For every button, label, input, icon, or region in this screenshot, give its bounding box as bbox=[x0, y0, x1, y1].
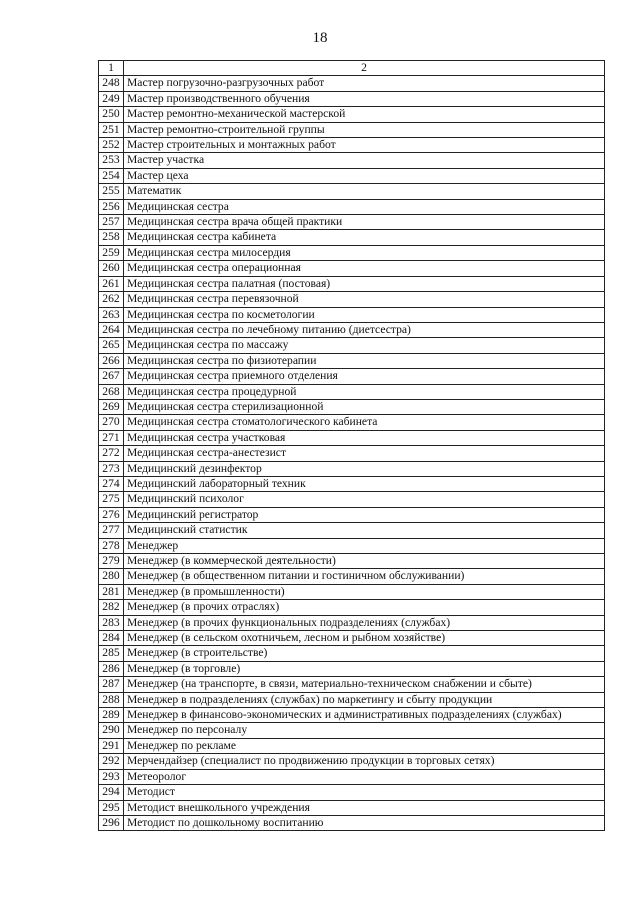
row-title: Медицинская сестра по массажу bbox=[124, 338, 605, 353]
row-title: Медицинская сестра милосердия bbox=[124, 245, 605, 260]
row-number: 261 bbox=[99, 276, 124, 291]
row-title: Математик bbox=[124, 184, 605, 199]
table-row bbox=[99, 168, 605, 183]
table-row bbox=[99, 384, 605, 399]
table-row bbox=[99, 692, 605, 707]
row-number: 296 bbox=[99, 815, 124, 830]
row-number: 278 bbox=[99, 538, 124, 553]
table-header-row bbox=[99, 61, 605, 76]
row-title: Методист внешкольного учреждения bbox=[124, 800, 605, 815]
row-number: 274 bbox=[99, 476, 124, 491]
row-number: 276 bbox=[99, 507, 124, 522]
table-row bbox=[99, 738, 605, 753]
row-title: Мастер цеха bbox=[124, 168, 605, 183]
row-title: Медицинская сестра кабинета bbox=[124, 230, 605, 245]
row-number: 266 bbox=[99, 353, 124, 368]
row-title: Менеджер (в сельском охотничьем, лесном и рыбном хозяйстве) bbox=[124, 631, 605, 646]
row-title: Менеджер (в промышленности) bbox=[124, 584, 605, 599]
row-title: Методист по дошкольному воспитанию bbox=[124, 815, 605, 830]
row-number: 263 bbox=[99, 307, 124, 322]
row-number: 281 bbox=[99, 584, 124, 599]
row-title: Медицинская сестра-анестезист bbox=[124, 446, 605, 461]
row-title: Менеджер (в коммерческой деятельности) bbox=[124, 554, 605, 569]
row-number: 282 bbox=[99, 600, 124, 615]
table-row bbox=[99, 785, 605, 800]
row-title: Медицинский лабораторный техник bbox=[124, 476, 605, 491]
row-number: 279 bbox=[99, 554, 124, 569]
row-title: Мастер погрузочно-разгрузочных работ bbox=[124, 76, 605, 91]
row-title: Мастер строительных и монтажных работ bbox=[124, 138, 605, 153]
table-row bbox=[99, 661, 605, 676]
column-header-title: 2 bbox=[124, 61, 605, 76]
row-title: Медицинский психолог bbox=[124, 492, 605, 507]
table-row bbox=[99, 122, 605, 137]
row-number: 258 bbox=[99, 230, 124, 245]
row-title: Медицинская сестра стоматологического кабинета bbox=[124, 415, 605, 430]
table-body bbox=[99, 61, 605, 831]
row-title: Менеджер (в прочих отраслях) bbox=[124, 600, 605, 615]
row-number: 254 bbox=[99, 168, 124, 183]
column-header-number: 1 bbox=[99, 61, 124, 76]
row-number: 291 bbox=[99, 738, 124, 753]
table-row bbox=[99, 476, 605, 491]
row-number: 268 bbox=[99, 384, 124, 399]
row-title: Менеджер в подразделениях (службах) по маркетингу и сбыту продукции bbox=[124, 692, 605, 707]
table-row bbox=[99, 430, 605, 445]
page-number: 18 bbox=[312, 30, 328, 46]
table-row bbox=[99, 754, 605, 769]
table-row bbox=[99, 815, 605, 830]
row-number: 284 bbox=[99, 631, 124, 646]
row-title: Метеоролог bbox=[124, 769, 605, 784]
row-title: Методист bbox=[124, 785, 605, 800]
table-row bbox=[99, 338, 605, 353]
row-number: 265 bbox=[99, 338, 124, 353]
row-title: Мастер ремонтно-строительной группы bbox=[124, 122, 605, 137]
row-title: Медицинская сестра перевязочной bbox=[124, 292, 605, 307]
row-title: Мерчендайзер (специалист по продвижению продукции в торговых сетях) bbox=[124, 754, 605, 769]
row-number: 252 bbox=[99, 138, 124, 153]
table-row bbox=[99, 91, 605, 106]
row-number: 292 bbox=[99, 754, 124, 769]
row-number: 275 bbox=[99, 492, 124, 507]
row-title: Медицинская сестра по лечебному питанию (диетсестра) bbox=[124, 322, 605, 337]
row-title: Медицинский дезинфектор bbox=[124, 461, 605, 476]
table-row bbox=[99, 507, 605, 522]
row-number: 295 bbox=[99, 800, 124, 815]
row-number: 260 bbox=[99, 261, 124, 276]
table-row bbox=[99, 138, 605, 153]
table-row bbox=[99, 230, 605, 245]
table-row bbox=[99, 245, 605, 260]
row-number: 269 bbox=[99, 399, 124, 414]
table-row bbox=[99, 538, 605, 553]
row-number: 259 bbox=[99, 245, 124, 260]
table-row bbox=[99, 199, 605, 214]
table-row bbox=[99, 107, 605, 122]
row-number: 283 bbox=[99, 615, 124, 630]
row-title: Менеджер по рекламе bbox=[124, 738, 605, 753]
table-row bbox=[99, 415, 605, 430]
table-row bbox=[99, 800, 605, 815]
table-row bbox=[99, 523, 605, 538]
row-number: 250 bbox=[99, 107, 124, 122]
row-number: 280 bbox=[99, 569, 124, 584]
row-number: 262 bbox=[99, 292, 124, 307]
row-title: Медицинская сестра приемного отделения bbox=[124, 369, 605, 384]
row-title: Менеджер bbox=[124, 538, 605, 553]
row-title: Медицинская сестра участковая bbox=[124, 430, 605, 445]
professions-table bbox=[98, 60, 605, 831]
table-row bbox=[99, 569, 605, 584]
table-row bbox=[99, 292, 605, 307]
row-number: 273 bbox=[99, 461, 124, 476]
row-number: 256 bbox=[99, 199, 124, 214]
row-title: Медицинская сестра bbox=[124, 199, 605, 214]
row-number: 253 bbox=[99, 153, 124, 168]
row-title: Медицинская сестра операционная bbox=[124, 261, 605, 276]
row-title: Медицинский регистратор bbox=[124, 507, 605, 522]
row-title: Медицинская сестра по косметологии bbox=[124, 307, 605, 322]
row-title: Менеджер (на транспорте, в связи, материально-техническом снабжении и сбыте) bbox=[124, 677, 605, 692]
table-row bbox=[99, 276, 605, 291]
table-row bbox=[99, 307, 605, 322]
table-row bbox=[99, 153, 605, 168]
row-title: Медицинская сестра процедурной bbox=[124, 384, 605, 399]
row-number: 287 bbox=[99, 677, 124, 692]
table-row bbox=[99, 600, 605, 615]
row-number: 270 bbox=[99, 415, 124, 430]
row-title: Медицинская сестра врача общей практики bbox=[124, 215, 605, 230]
table-row bbox=[99, 369, 605, 384]
row-title: Менеджер (в торговле) bbox=[124, 661, 605, 676]
table-row bbox=[99, 646, 605, 661]
table-row bbox=[99, 723, 605, 738]
row-number: 257 bbox=[99, 215, 124, 230]
row-title: Медицинская сестра стерилизационной bbox=[124, 399, 605, 414]
table-row bbox=[99, 353, 605, 368]
table-row bbox=[99, 584, 605, 599]
table-row bbox=[99, 76, 605, 91]
table-row bbox=[99, 184, 605, 199]
row-number: 288 bbox=[99, 692, 124, 707]
row-number: 294 bbox=[99, 785, 124, 800]
row-number: 249 bbox=[99, 91, 124, 106]
row-number: 293 bbox=[99, 769, 124, 784]
row-number: 251 bbox=[99, 122, 124, 137]
row-number: 255 bbox=[99, 184, 124, 199]
row-title: Мастер производственного обучения bbox=[124, 91, 605, 106]
table-row bbox=[99, 446, 605, 461]
row-number: 248 bbox=[99, 76, 124, 91]
table-row bbox=[99, 261, 605, 276]
row-number: 267 bbox=[99, 369, 124, 384]
row-number: 264 bbox=[99, 322, 124, 337]
table-row bbox=[99, 708, 605, 723]
table-row bbox=[99, 631, 605, 646]
table-row bbox=[99, 215, 605, 230]
row-title: Медицинская сестра по физиотерапии bbox=[124, 353, 605, 368]
row-title: Мастер участка bbox=[124, 153, 605, 168]
table-row bbox=[99, 461, 605, 476]
row-title: Менеджер (в строительстве) bbox=[124, 646, 605, 661]
row-number: 271 bbox=[99, 430, 124, 445]
table-row bbox=[99, 322, 605, 337]
row-title: Менеджер (в общественном питании и гостиничном обслуживании) bbox=[124, 569, 605, 584]
row-number: 277 bbox=[99, 523, 124, 538]
table-row bbox=[99, 677, 605, 692]
row-number: 285 bbox=[99, 646, 124, 661]
row-number: 290 bbox=[99, 723, 124, 738]
row-number: 272 bbox=[99, 446, 124, 461]
table-row bbox=[99, 769, 605, 784]
row-title: Мастер ремонтно-механической мастерской bbox=[124, 107, 605, 122]
row-number: 289 bbox=[99, 708, 124, 723]
table-row bbox=[99, 399, 605, 414]
row-title: Менеджер в финансово-экономических и административных подразделениях (службах) bbox=[124, 708, 605, 723]
table-row bbox=[99, 492, 605, 507]
table-row bbox=[99, 554, 605, 569]
row-title: Медицинская сестра палатная (постовая) bbox=[124, 276, 605, 291]
table-row bbox=[99, 615, 605, 630]
row-number: 286 bbox=[99, 661, 124, 676]
row-title: Менеджер по персоналу bbox=[124, 723, 605, 738]
row-title: Менеджер (в прочих функциональных подразделениях (службах) bbox=[124, 615, 605, 630]
row-title: Медицинский статистик bbox=[124, 523, 605, 538]
